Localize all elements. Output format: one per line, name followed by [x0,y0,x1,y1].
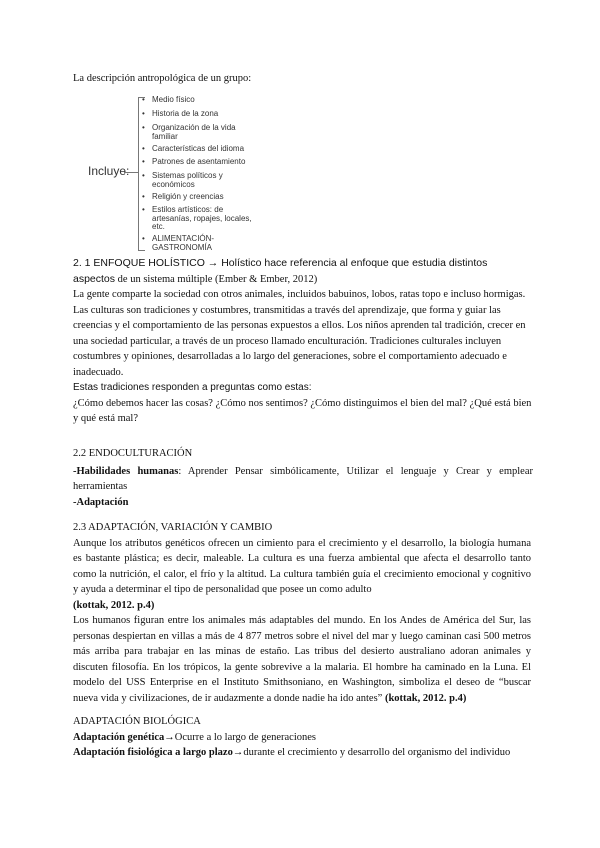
paragraph: Las culturas son tradiciones y costumbres, transmitidas a través del aprendizaje, que forma y guiar las creencias y el comportamiento de las personas expuestos a ellos. Los niños aprenden tal tradición, crecer en una sociedad particular, a través de un proceso llamado enculturación. Tradiciones culturales incluyen costumbres y opiniones, desarrolladas a lo largo del generaciones, sobre el comportamiento adecuado e inadecuado. [73,304,526,378]
diagram-item: • Características del idioma [142,144,245,153]
intro-title: La descripción antropológica de un grupo: [73,73,252,84]
list-item: Adaptación genética→Ocurre a lo largo de generaciones [73,731,316,743]
diagram-item: • Estilos artísticos: de artesanías, ropajes, locales, etc. [142,205,252,231]
diagram-item: • Religión y creencias [142,192,224,201]
section-2-3 [73,520,531,706]
paragraph: ¿Cómo debemos hacer las cosas? ¿Cómo nos sentimos? ¿Cómo distinguimos el bien del mal? ¿Qué está bien y qué está mal? [73,397,532,424]
paragraph: Los humanos figuran entre los animales más adaptables del mundo. En los Andes de América del Sur, las personas despiertan en villas a más de 4 877 metros sobre el nivel del mar y luego caminan casi 500 metros más arriba para trabajar en las minas de estaño. Las tribus del desierto australiano adoran animales y discuten filosofía. En los trópicos, la gente sobrevive a la malaria. El hombre ha caminado en la Luna. El modelo del USS Enterprise en el Instituto Smithsoniano, en Washington, simboliza el deseo de “buscar nueva vida y civilizaciones, de ir audazmente a donde nadie ha ido antes” (kottak, 2012. p.4) [73,615,531,704]
diagram-item: • ALIMENTACIÓN-GASTRONOMÍA [142,234,215,252]
heading-2-1: 2. 1 ENFOQUE HOLÍSTICO → Holístico hace referencia al enfoque que estudia distintos [73,257,488,269]
heading-2-1-cont: aspectos de un sistema múltiple (Ember & Ember, 2012) [73,272,318,285]
diagram-item: • Organización de la vida familiar [142,123,236,141]
section-2-2 [73,446,533,510]
heading-biological: ADAPTACIÓN BIOLÓGICA [73,716,201,727]
diagram-item: • Sistemas políticos y económicos [142,171,223,189]
paragraph: Estas tradiciones responden a preguntas como estas: [73,382,312,393]
heading-2-3: 2.3 ADAPTACIÓN, VARIACIÓN Y CAMBIO [73,522,273,533]
diagram-label: Incluye: [88,164,130,178]
list-item: -Habilidades humanas: Aprender Pensar simbólicamente, Utilizar el lenguaje y Crear y emplear herramientas [73,465,533,492]
diagram-item: • Medio físico [142,95,195,104]
diagram-item: • Historia de la zona [142,109,219,118]
list-item: Adaptación fisiológica a largo plazo→durante el crecimiento y desarrollo del organismo del individuo [73,747,511,758]
paragraph: La gente comparte la sociedad con otros animales, incluidos babuinos, lobos, ratas topo e incluso hormigas. [73,289,526,300]
heading-2-2: 2.2 ENDOCULTURACIÓN [73,448,193,459]
diagram-item: • Patrones de asentamiento [142,157,246,166]
diagram-connector [124,172,138,173]
section-biological [73,714,531,761]
paragraph: Aunque los atributos genéticos ofrecen un cimiento para el crecimiento y el desarrollo, la biología humana es bastante plástica; es decir, maleable. La cultura es una fuerza ambiental que afecta el desarrollo tanto como la nutrición, el calor, el frío y la altitud. La cultura también guía el crecimiento emocional y cognitivo y ayuda a determinar el tipo de personalidad que posee un como adulto (kottak, 2012. p.4) [73,537,531,611]
list-item: -Adaptación [73,496,129,508]
section-2-1 [73,256,533,427]
